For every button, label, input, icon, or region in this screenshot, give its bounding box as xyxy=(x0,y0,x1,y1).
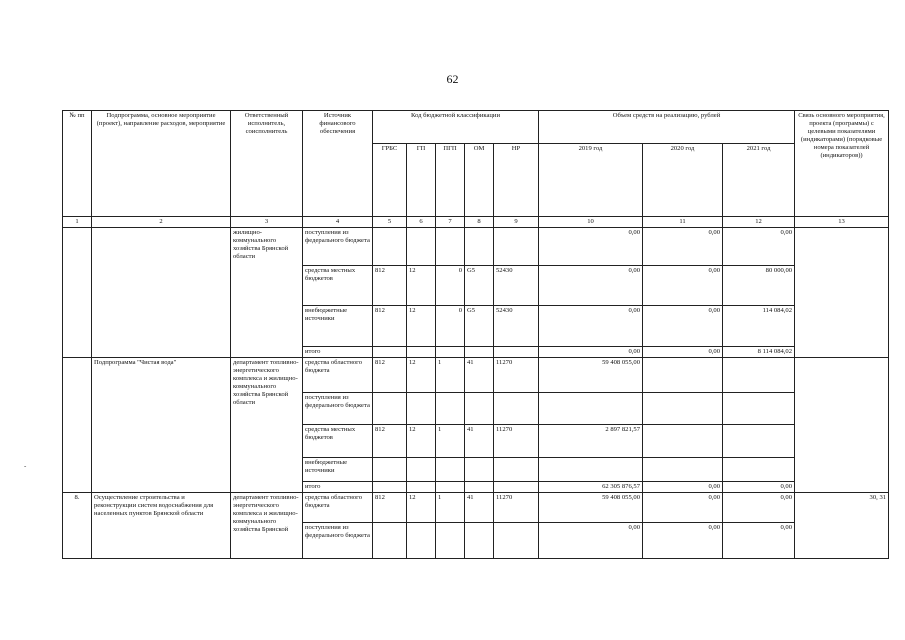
num-cell xyxy=(63,228,92,358)
source-cell: внебюджетные источники xyxy=(303,306,373,347)
grbs-cell: 812 xyxy=(373,493,407,523)
scan-mark: - xyxy=(24,462,27,470)
header-volume: Объем средств на реализацию, рублей xyxy=(539,111,795,144)
om-cell xyxy=(465,347,494,358)
source-cell: поступления из федерального бюджета xyxy=(303,523,373,559)
np-cell: 11270 xyxy=(494,425,539,458)
header-subprogram: Подпрограмма, основное мероприятие (проект), направление расходов, мероприятие xyxy=(92,111,231,217)
value-2021: 0,00 xyxy=(723,523,795,559)
np-cell xyxy=(494,523,539,559)
source-cell: средства местных бюджетов xyxy=(303,266,373,306)
gp-cell: 12 xyxy=(407,425,436,458)
col-number: 7 xyxy=(436,217,465,228)
value-2021 xyxy=(723,458,795,482)
value-2020: 0,00 xyxy=(643,228,723,266)
header-budget-code: Код бюджетной классификации xyxy=(373,111,539,144)
np-cell: 52430 xyxy=(494,266,539,306)
om-cell xyxy=(465,458,494,482)
value-2021 xyxy=(723,393,795,425)
grbs-cell: 812 xyxy=(373,306,407,347)
col-number: 5 xyxy=(373,217,407,228)
value-2021 xyxy=(723,358,795,393)
header-pgp: ПГП xyxy=(436,144,465,217)
col-number: 12 xyxy=(723,217,795,228)
col-number: 10 xyxy=(539,217,643,228)
om-cell: G5 xyxy=(465,306,494,347)
value-2019: 62 305 876,57 xyxy=(539,482,643,493)
value-2019: 2 897 821,57 xyxy=(539,425,643,458)
value-2019 xyxy=(539,393,643,425)
grbs-cell xyxy=(373,228,407,266)
om-cell xyxy=(465,393,494,425)
grbs-cell xyxy=(373,523,407,559)
np-cell xyxy=(494,482,539,493)
source-cell: внебюджетные источники xyxy=(303,458,373,482)
value-2020 xyxy=(643,425,723,458)
grbs-cell: 812 xyxy=(373,266,407,306)
pgp-cell: 1 xyxy=(436,358,465,393)
gp-cell xyxy=(407,228,436,266)
value-2019: 0,00 xyxy=(539,523,643,559)
value-2021: 114 084,02 xyxy=(723,306,795,347)
gp-cell xyxy=(407,458,436,482)
value-2019: 0,00 xyxy=(539,266,643,306)
col-number: 4 xyxy=(303,217,373,228)
pgp-cell xyxy=(436,228,465,266)
gp-cell xyxy=(407,347,436,358)
gp-cell: 12 xyxy=(407,266,436,306)
col-number: 6 xyxy=(407,217,436,228)
gp-cell: 12 xyxy=(407,493,436,523)
om-cell xyxy=(465,482,494,493)
value-2020 xyxy=(643,458,723,482)
pgp-cell: 1 xyxy=(436,425,465,458)
grbs-cell xyxy=(373,393,407,425)
value-2019: 0,00 xyxy=(539,347,643,358)
header-2019: 2019 год xyxy=(539,144,643,217)
om-cell: 41 xyxy=(465,425,494,458)
grbs-cell xyxy=(373,482,407,493)
value-2020: 0,00 xyxy=(643,306,723,347)
source-cell: итого xyxy=(303,347,373,358)
grbs-cell: 812 xyxy=(373,358,407,393)
executor-cell: жилищно-коммунального хозяйства Брянской области xyxy=(231,228,303,358)
source-cell: средства областного бюджета xyxy=(303,358,373,393)
num-cell: 8. xyxy=(63,493,92,559)
col-number: 8 xyxy=(465,217,494,228)
header-source: Источник финансового обеспечения xyxy=(303,111,373,217)
executor-cell: департамент топливно-энергетического комплекса и жилищно-коммунального хозяйства Брянской области xyxy=(231,358,303,493)
np-cell: 11270 xyxy=(494,358,539,393)
value-2019: 59 408 055,00 xyxy=(539,358,643,393)
col-number: 11 xyxy=(643,217,723,228)
pgp-cell: 0 xyxy=(436,306,465,347)
col-number: 3 xyxy=(231,217,303,228)
header-np: НР xyxy=(494,144,539,217)
value-2019: 0,00 xyxy=(539,306,643,347)
header-2020: 2020 год xyxy=(643,144,723,217)
value-2020 xyxy=(643,358,723,393)
table-row xyxy=(63,228,889,266)
pgp-cell xyxy=(436,458,465,482)
value-2019 xyxy=(539,458,643,482)
gp-cell xyxy=(407,393,436,425)
col-number: 9 xyxy=(494,217,539,228)
header-om: ОМ xyxy=(465,144,494,217)
pgp-cell xyxy=(436,523,465,559)
gp-cell: 12 xyxy=(407,306,436,347)
header-row-1 xyxy=(63,111,889,144)
budget-table xyxy=(62,110,889,559)
np-cell xyxy=(494,228,539,266)
grbs-cell xyxy=(373,347,407,358)
header-grbs: ГРБС xyxy=(373,144,407,217)
om-cell: 41 xyxy=(465,493,494,523)
value-2021: 8 114 084,02 xyxy=(723,347,795,358)
om-cell: 41 xyxy=(465,358,494,393)
table-row xyxy=(63,358,889,393)
pgp-cell xyxy=(436,347,465,358)
value-2019: 59 408 055,00 xyxy=(539,493,643,523)
np-cell: 52430 xyxy=(494,306,539,347)
source-cell: средства местных бюджетов xyxy=(303,425,373,458)
header-num: № пп xyxy=(63,111,92,217)
link-cell xyxy=(795,228,889,358)
num-cell xyxy=(63,358,92,493)
header-executor: Ответственный исполнитель, соисполнитель xyxy=(231,111,303,217)
value-2021 xyxy=(723,425,795,458)
link-cell: 30, 31 xyxy=(795,493,889,559)
grbs-cell xyxy=(373,458,407,482)
value-2020: 0,00 xyxy=(643,266,723,306)
value-2020: 0,00 xyxy=(643,347,723,358)
gp-cell xyxy=(407,523,436,559)
gp-cell: 12 xyxy=(407,358,436,393)
gp-cell xyxy=(407,482,436,493)
value-2019: 0,00 xyxy=(539,228,643,266)
source-cell: средства областного бюджета xyxy=(303,493,373,523)
executor-cell: департамент топливно-энергетического комплекса и жилищно-коммунального хозяйства Брянской xyxy=(231,493,303,559)
table-row xyxy=(63,493,889,523)
pgp-cell xyxy=(436,393,465,425)
page-number: 62 xyxy=(446,72,459,86)
link-cell xyxy=(795,358,889,493)
source-cell: итого xyxy=(303,482,373,493)
om-cell xyxy=(465,228,494,266)
subprogram-cell: Осуществление строительства и реконструкции систем водоснабжения для населенных пунктов Брянской области xyxy=(92,493,231,559)
value-2021: 80 000,00 xyxy=(723,266,795,306)
om-cell: G5 xyxy=(465,266,494,306)
pgp-cell xyxy=(436,482,465,493)
subprogram-cell xyxy=(92,228,231,358)
col-number: 2 xyxy=(92,217,231,228)
value-2020: 0,00 xyxy=(643,493,723,523)
value-2020: 0,00 xyxy=(643,523,723,559)
value-2021: 0,00 xyxy=(723,482,795,493)
header-gp: ГП xyxy=(407,144,436,217)
grbs-cell: 812 xyxy=(373,425,407,458)
subprogram-cell: Подпрограмма "Чистая вода" xyxy=(92,358,231,493)
np-cell xyxy=(494,347,539,358)
np-cell xyxy=(494,393,539,425)
pgp-cell: 1 xyxy=(436,493,465,523)
header-2021: 2021 год xyxy=(723,144,795,217)
column-number-row xyxy=(63,217,889,228)
source-cell: поступления из федерального бюджета xyxy=(303,228,373,266)
source-cell: поступления из федерального бюджета xyxy=(303,393,373,425)
col-number: 13 xyxy=(795,217,889,228)
pgp-cell: 0 xyxy=(436,266,465,306)
header-link: Связь основного мероприятия, проекта (программы) с целевыми показателями (индикаторами) (порядковые номера показателей (индикаторов)) xyxy=(795,111,889,217)
value-2021: 0,00 xyxy=(723,228,795,266)
col-number: 1 xyxy=(63,217,92,228)
np-cell xyxy=(494,458,539,482)
np-cell: 11270 xyxy=(494,493,539,523)
om-cell xyxy=(465,523,494,559)
value-2020 xyxy=(643,393,723,425)
value-2020: 0,00 xyxy=(643,482,723,493)
value-2021: 0,00 xyxy=(723,493,795,523)
